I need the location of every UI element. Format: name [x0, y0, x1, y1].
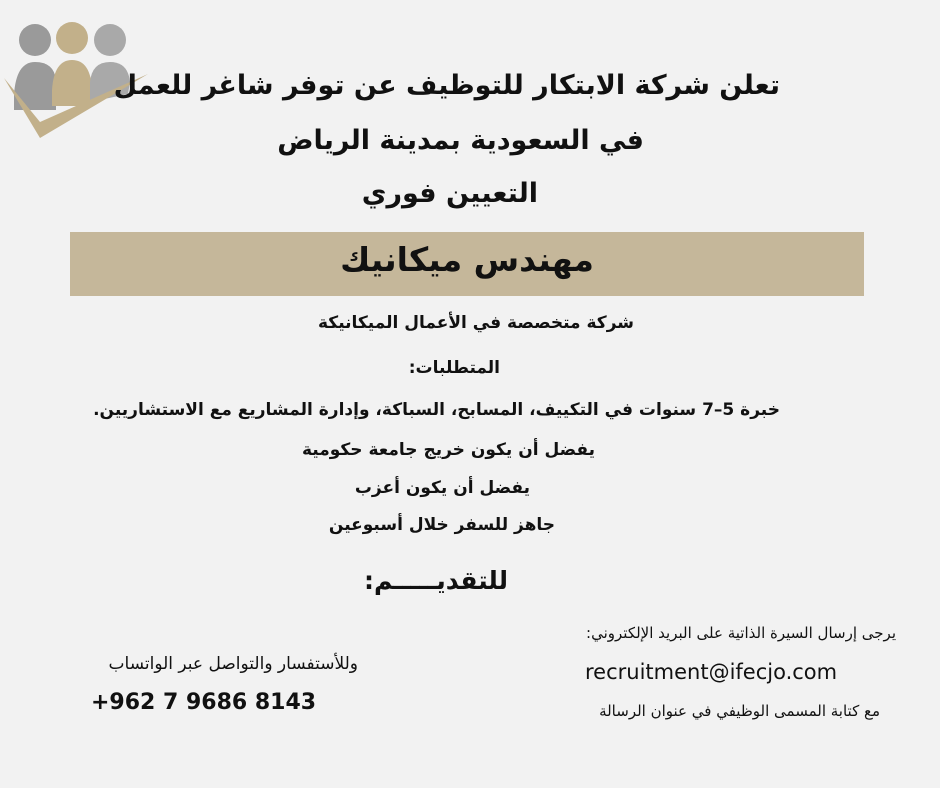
requirement-item: خبرة 5–7 سنوات في التكييف، المسابح، السباكة، وإدارة المشاريع مع الاستشاريين. — [93, 400, 780, 420]
email-note: مع كتابة المسمى الوظيفي في عنوان الرسالة — [599, 702, 880, 720]
headline-line-2: في السعودية بمدينة الرياض — [277, 125, 644, 156]
company-description: شركة متخصصة في الأعمال الميكانيكة — [318, 313, 634, 333]
apply-heading: للتقديـــــم: — [364, 566, 508, 595]
headline-line-1: تعلن شركة الابتكار للتوظيف عن توفر شاغر للعمل — [113, 70, 780, 101]
job-title: مهندس ميكانيك — [340, 240, 594, 279]
job-title-banner — [70, 232, 864, 296]
email-address[interactable]: recruitment@ifecjo.com — [585, 660, 838, 684]
phone-number[interactable]: +962 7 9686 8143 — [91, 690, 317, 715]
requirement-item: يفضل أن يكون أعزب — [354, 478, 530, 498]
requirement-item: جاهز للسفر خلال أسبوعين — [328, 515, 555, 535]
whatsapp-label: وللأستفسار والتواصل عبر الواتساب — [108, 654, 358, 674]
headline-line-3: التعيين فوري — [361, 178, 538, 209]
requirements-heading: المتطلبات: — [408, 358, 500, 378]
email-instruction: يرجى إرسال السيرة الذاتية على البريد الإلكتروني: — [586, 624, 896, 642]
requirement-item: يفضل أن يكون خريج جامعة حكومية — [301, 440, 595, 460]
